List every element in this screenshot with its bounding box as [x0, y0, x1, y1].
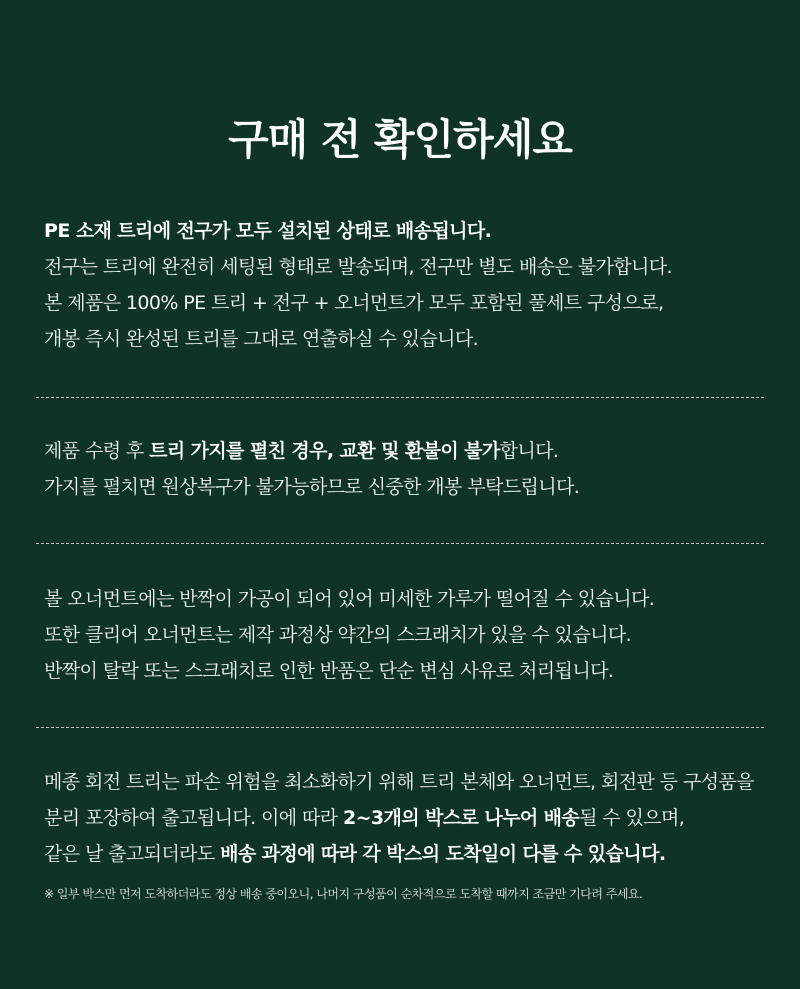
return-line-1 — [44, 433, 764, 469]
packaging-text-end: 될 수 있으며, — [579, 807, 685, 829]
packaging-line-2 — [44, 800, 764, 836]
page-title: 구매 전 확인하세요 — [228, 115, 572, 164]
divider — [36, 727, 764, 728]
packaging-text-start: 분리 포장하여 출고됩니다. 이에 따라 — [44, 807, 343, 829]
shipping-line-3: 본 제품은 100% PE 트리 + 전구 + 오너먼트가 모두 포함된 풀세트 구성으로, — [44, 292, 664, 314]
shipping-headline: PE 소재 트리에 전구가 모두 설치된 상태로 배송됩니다. — [44, 220, 492, 242]
divider — [36, 397, 764, 398]
section-packaging-notice — [44, 764, 764, 872]
return-line-2: 가지를 펼치면 원상복구가 불가능하므로 신중한 개봉 부탁드립니다. — [44, 476, 580, 498]
return-text-start: 제품 수령 후 — [44, 440, 150, 462]
packaging-line-1: 메종 회전 트리는 파손 위험을 최소화하기 위해 트리 본체와 오너먼트, 회전판 등 구성품을 — [44, 771, 754, 793]
return-text-end: 합니다. — [499, 440, 559, 462]
return-warning: 트리 가지를 펼친 경우, 교환 및 환불이 불가 — [149, 440, 500, 462]
ornament-line-3: 반짝이 탈락 또는 스크래치로 인한 반품은 단순 변심 사유로 처리됩니다. — [44, 660, 614, 682]
ornament-line-1: 볼 오너먼트에는 반짝이 가공이 되어 있어 미세한 가루가 떨어질 수 있습니다. — [44, 588, 655, 610]
section-ornament-notice — [44, 581, 764, 689]
packaging-text-start-2: 같은 날 출고되더라도 — [44, 843, 221, 865]
packaging-arrival-highlight: 배송 과정에 따라 각 박스의 도착일이 다를 수 있습니다. — [220, 843, 666, 865]
ornament-line-2: 또한 클리어 오너먼트는 제작 과정상 약간의 스크래치가 있을 수 있습니다. — [44, 624, 632, 646]
shipping-line-4: 개봉 즉시 완성된 트리를 그대로 연출하실 수 있습니다. — [44, 328, 479, 350]
divider — [36, 543, 764, 544]
section-shipping-info — [44, 213, 764, 357]
packaging-line-3 — [44, 836, 764, 872]
footnote: ※ 일부 박스만 먼저 도착하더라도 정상 배송 중이오니, 나머지 구성품이 순차적으로 도착할 때까지 조금만 기다려 주세요. — [44, 887, 643, 901]
packaging-boxes-highlight: 2~3개의 박스로 나누어 배송 — [342, 807, 580, 829]
shipping-line-2: 전구는 트리에 완전히 세팅된 형태로 발송되며, 전구만 별도 배송은 불가합니다. — [44, 256, 672, 278]
section-return-policy — [44, 433, 764, 505]
